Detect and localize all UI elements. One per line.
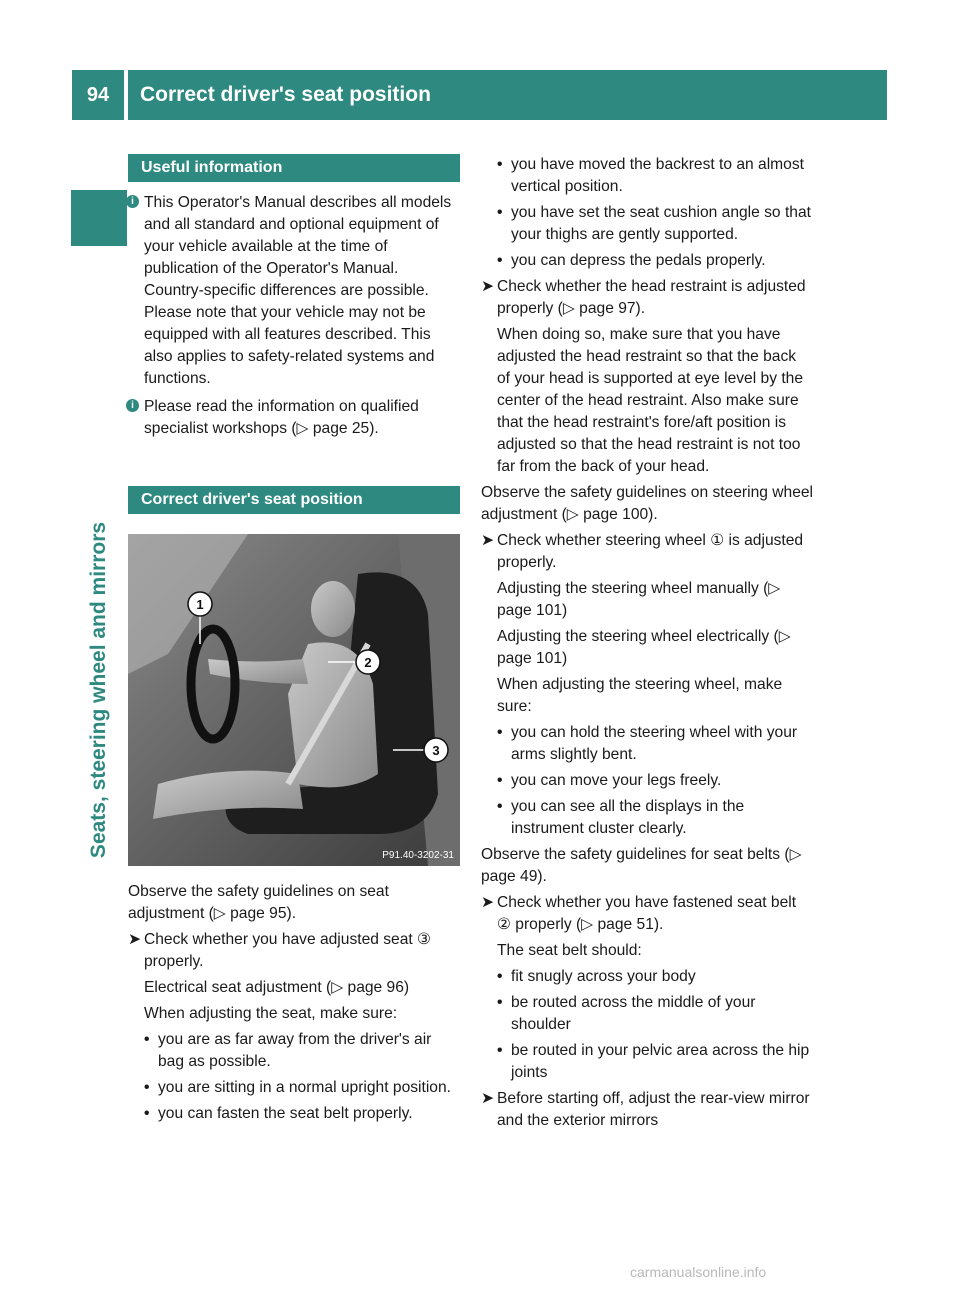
callout-3	[424, 738, 448, 762]
step-arrow-icon: ➤	[481, 532, 495, 549]
list-item-text: you can hold the steering wheel with your arms slightly bent.	[511, 724, 798, 763]
driver-head	[311, 581, 355, 637]
bullet-icon: •	[144, 1105, 150, 1122]
list-item	[481, 250, 813, 272]
list-item-text: fit snugly across your body	[511, 968, 696, 985]
list-item	[481, 154, 813, 198]
list-item-text: you can depress the pedals properly.	[511, 252, 766, 269]
list-item	[481, 722, 813, 766]
step-text: Check whether steering wheel ① is adjusted properly.	[497, 532, 804, 571]
list-item-text: you have set the seat cushion angle so that your thighs are gently supported.	[511, 204, 811, 243]
info-text: Please read the information on qualified specialist workshops (▷ page 25).	[144, 398, 419, 437]
list-item	[128, 1103, 460, 1125]
list-item-text: you can fasten the seat belt properly.	[158, 1105, 413, 1122]
instruction-step	[481, 892, 813, 936]
info-icon: i	[126, 399, 139, 412]
info-note	[128, 396, 460, 440]
bullet-icon: •	[497, 1042, 503, 1059]
paragraph: Observe the safety guidelines for seat belts (▷ page 49).	[481, 846, 802, 885]
paragraph: Observe the safety guidelines on seat adjustment (▷ page 95).	[128, 883, 389, 922]
step-detail: When adjusting the seat, make sure:	[144, 1005, 398, 1022]
list-item	[481, 770, 813, 792]
paragraph: Observe the safety guidelines on steering wheel adjustment (▷ page 100).	[481, 484, 813, 523]
bullet-icon: •	[144, 1079, 150, 1096]
chapter-tab	[71, 190, 127, 246]
bullet-icon: •	[497, 156, 503, 173]
list-item-text: you are as far away from the driver's air bag as possible.	[158, 1031, 432, 1070]
list-item-text: you are sitting in a normal upright position.	[158, 1079, 451, 1096]
bullet-icon: •	[144, 1031, 150, 1048]
step-detail: Electrical seat adjustment (▷ page 96)	[144, 979, 410, 996]
list-item-text: be routed in your pelvic area across the hip joints	[511, 1042, 810, 1081]
list-item	[481, 966, 813, 988]
section-heading-seat-position: Correct driver's seat position	[128, 486, 460, 514]
instruction-step	[128, 929, 460, 973]
instruction-step	[481, 530, 813, 574]
bullet-icon: •	[497, 772, 503, 789]
callout-1	[188, 592, 212, 616]
step-detail: When doing so, make sure that you have adjusted the head restraint so that the back of your head is supported at eye level by the center of the head restraint. Also make sure that the head restraint's fore/aft position is adjusted so that the head restraint is not too far from the back of your head.	[497, 326, 804, 475]
list-item	[481, 992, 813, 1036]
step-arrow-icon: ➤	[128, 931, 142, 948]
bullet-icon: •	[497, 798, 503, 815]
step-arrow-icon: ➤	[481, 1090, 495, 1107]
figure-code: P91.40-3202-31	[382, 850, 454, 861]
list-item-text: you have moved the backrest to an almost vertical position.	[511, 156, 804, 195]
bullet-icon: •	[497, 252, 503, 269]
step-arrow-icon: ➤	[481, 894, 495, 911]
list-item	[128, 1077, 460, 1099]
list-item	[128, 1029, 460, 1073]
page-header-title: Correct driver's seat position	[128, 70, 887, 120]
list-item	[481, 202, 813, 246]
step-detail: The seat belt should:	[497, 942, 642, 959]
instruction-step	[481, 276, 813, 320]
right-column	[481, 154, 813, 1136]
list-item-text: you can move your legs freely.	[511, 772, 722, 789]
bullet-icon: •	[497, 204, 503, 221]
step-text: Check whether you have fastened seat belt ② properly (▷ page 51).	[497, 894, 797, 933]
section-heading-useful-information: Useful information	[128, 154, 460, 182]
list-item-text: you can see all the displays in the instrument cluster clearly.	[511, 798, 745, 837]
info-note	[128, 192, 460, 390]
info-icon: i	[126, 195, 139, 208]
step-text: Before starting off, adjust the rear-view mirror and the exterior mirrors	[497, 1090, 810, 1129]
list-item-text: be routed across the middle of your shoulder	[511, 994, 756, 1033]
page-number: 94	[72, 70, 124, 120]
step-detail: Adjusting the steering wheel manually (▷ page 101)	[497, 580, 781, 619]
callout-1-label: 1	[196, 597, 204, 612]
list-item	[481, 796, 813, 840]
step-arrow-icon: ➤	[481, 278, 495, 295]
step-text: Check whether the head restraint is adjusted properly (▷ page 97).	[497, 278, 806, 317]
chapter-side-label: Seats, steering wheel and mirrors	[87, 521, 110, 859]
callout-2	[356, 650, 380, 674]
bullet-icon: •	[497, 724, 503, 741]
callout-2-label: 2	[364, 655, 372, 670]
bullet-icon: •	[497, 994, 503, 1011]
left-column	[128, 154, 460, 1129]
step-detail: When adjusting the steering wheel, make sure:	[497, 676, 783, 715]
step-detail: Adjusting the steering wheel electrically (▷ page 101)	[497, 628, 791, 667]
instruction-step	[481, 1088, 813, 1132]
watermark-footer[interactable]: carmanualsonline.info	[630, 1264, 767, 1280]
list-item	[481, 1040, 813, 1084]
driver-seat-illustration	[128, 534, 460, 866]
bullet-icon: •	[497, 968, 503, 985]
step-text: Check whether you have adjusted seat ③ properly.	[144, 931, 432, 970]
info-text: This Operator's Manual describes all models and all standard and optional equipment of your vehicle available at the time of publication of the Operator's Manual. Country-specific differences are possible. Please note that your vehicle may not be equipped with all features described. This also applies to safety-related systems and functions.	[144, 194, 452, 387]
callout-3-label: 3	[432, 743, 440, 758]
